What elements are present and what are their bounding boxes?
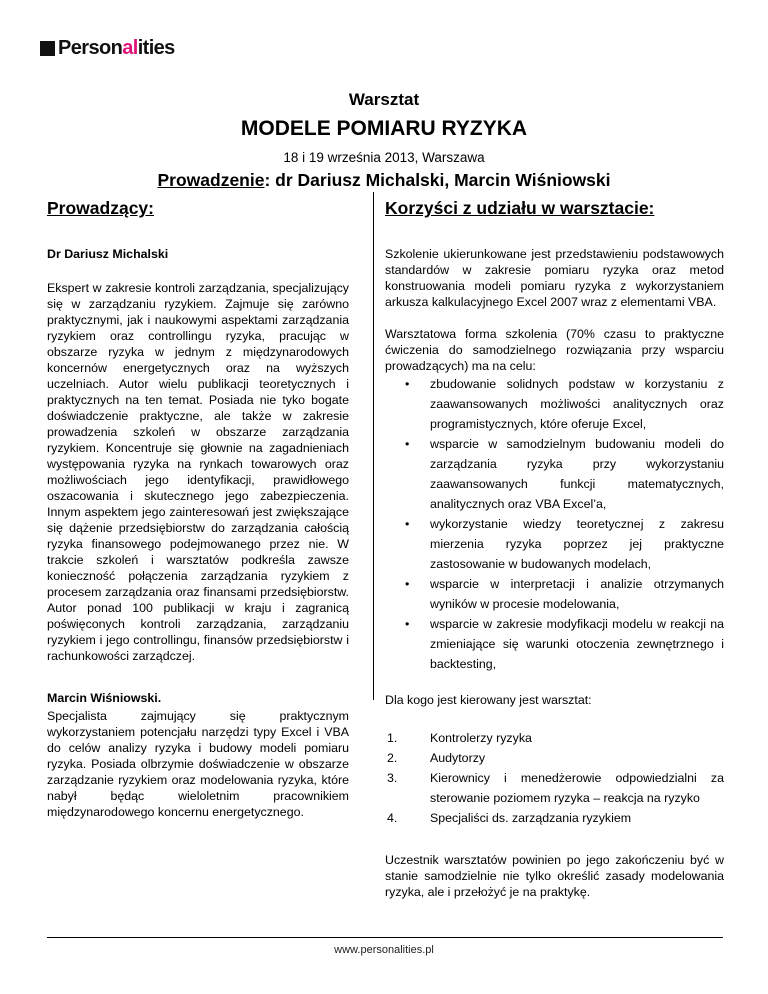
person-name-michalski: Dr Dariusz Michalski: [47, 247, 169, 261]
audience-heading: Dla kogo jest kierowany jest warsztat:: [385, 693, 592, 707]
training-intro: Szkolenie ukierunkowane jest przedstawieniu podstawowych standardów w zakresie pomiaru ryzyka oraz metod konstruowania modeli pomiaru ryzyka z wykorzystaniem arkusza kalkulacyjnego Excel 2007 wraz z elementami VBA.: [385, 247, 724, 309]
column-divider: [373, 192, 374, 700]
workshop-label: Warsztat: [348, 90, 420, 109]
list-item: • zbudowanie solidnych podstaw w korzystaniu z zaawansowanych możliwości analitycznych oraz programistycznych, które oferuje Excel,: [385, 374, 724, 434]
logo-text: Personalities: [58, 36, 175, 59]
lecturers-heading: Prowadzący:: [47, 198, 154, 218]
list-item: • wsparcie w zakresie modyfikacji modelu w reakcji na zmieniające się warunki otoczenia zewnętrznego i backtesting,: [385, 614, 724, 674]
right-column: [385, 196, 724, 900]
lecturers-label: Prowadzenie: [157, 170, 265, 190]
benefits-heading: Korzyści z udziału w warsztacie:: [385, 198, 655, 218]
list-item: 2. Audytorzy: [387, 751, 486, 765]
footer-divider: [47, 937, 723, 938]
event-date: 18 i 19 września 2013, Warszawa: [283, 150, 485, 165]
list-item: 1. Kontrolerzy ryzyka: [387, 731, 532, 745]
audience-list: [385, 728, 724, 828]
person-name-wisniowski: Marcin Wiśniowski.: [47, 691, 162, 705]
list-item: • wsparcie w interpretacji i analizie otrzymanych wyników w procesie modelowania,: [385, 574, 724, 614]
page-title: MODELE POMIARU RYZYKA: [240, 117, 528, 140]
list-item: 4. Specjaliści ds. zarządzania ryzykiem: [387, 811, 632, 825]
benefits-intro: Warsztatowa forma szkolenia (70% czasu to praktyczne ćwiczenia do samodzielnego rozwiązania przy wsparciu prowadzących) ma na celu:: [385, 327, 724, 373]
logo-square-icon: [40, 41, 55, 56]
company-logo: [40, 38, 175, 58]
list-item: • wykorzystanie wiedzy teoretycznej z zakresu mierzenia ryzyka poprzez jej praktyczne zastosowanie w budowanych modelach,: [385, 514, 724, 574]
list-item: • wsparcie w samodzielnym budowaniu modeli do zarządzania ryzyka przy wykorzystaniu zaawansowanych funkcji matematycznych, analitycznych oraz VBA Excel’a,: [385, 434, 724, 514]
footer-url: www.personalities.pl: [334, 944, 434, 956]
closing-paragraph: Uczestnik warsztatów powinien po jego zakończeniu być w stanie samodzielnie nie tylko określić zasady modelowania ryzyka, ale i przełożyć je na praktykę.: [385, 853, 724, 899]
benefits-list: [385, 374, 724, 674]
list-item: 3. Kierownicy i menedżerowie odpowiedzialni za sterowanie poziomem ryzyka – reakcja na ryzyko: [387, 771, 724, 805]
lecturers-names: : dr Dariusz Michalski, Marcin Wiśniowski: [264, 170, 611, 190]
left-column: [47, 196, 349, 820]
bullet-icon: •: [405, 577, 410, 591]
bio-michalski: Ekspert w zakresie kontroli zarządzania, specjalizujący się w zarządzaniu ryzykiem. Zajmuje się zarówno praktycznymi, jak i naukowymi aspektami zarządzania ryzykiem oraz controllingu ryzyka, pracując w obszarze ryzyka w jednym z międzynarodowych koncernów energetycznych oraz na wyższych uczelniach. Autor wielu publikacji teoretycznych i praktycznych na ten temat. Posiada nie tyko bogate doświadczenie praktyczne, ale także w zakresie prowadzenia szkoleń w obszarze zarządzania ryzykiem. Koncentruje się głownie na zagadnieniach występowania ryzyka na rynkach towarowych oraz możliwościach jego identyfikacji, prawidłowego oszacowania i skutecznego jego zabezpieczenia. Innym aspektem jego zainteresowań jest zwiększające się dążenie przedsiębiorstw do zarządzania całością ryzyka finansowego podejmowanego przez nie. W trakcie szkoleń i warsztatów podkreśla zawsze konieczność połączenia zarządzania ryzykiem z procesem zarządzania oraz finansami przedsiębiorstw. Autor ponad 100 publikacji w kraju i zagranicą poświęconych kontroli zarządzania, zarządzaniu ryzykiem i jego controllingu, finansów przedsiębiorstw i rachunkowości zarządczej.: [47, 281, 349, 663]
bullet-icon: •: [405, 437, 410, 451]
bio-wisniowski: Specjalista zajmujący się praktycznym wykorzystaniem potencjału narzędzi typy Excel i VBA do celów analizy ryzyka i budowy modeli pomiaru ryzyka. Posiada olbrzymie doświadczenie w obszarze zarządzanie ryzykiem oraz modelowania ryzyka, które nabył będąc wieloletnim pracownikiem międzynarodowego koncernu energetycznego.: [47, 709, 349, 819]
bullet-icon: •: [405, 517, 410, 531]
lecturers-line: [0, 170, 768, 191]
bullet-icon: •: [405, 377, 410, 391]
bullet-icon: •: [405, 617, 410, 631]
